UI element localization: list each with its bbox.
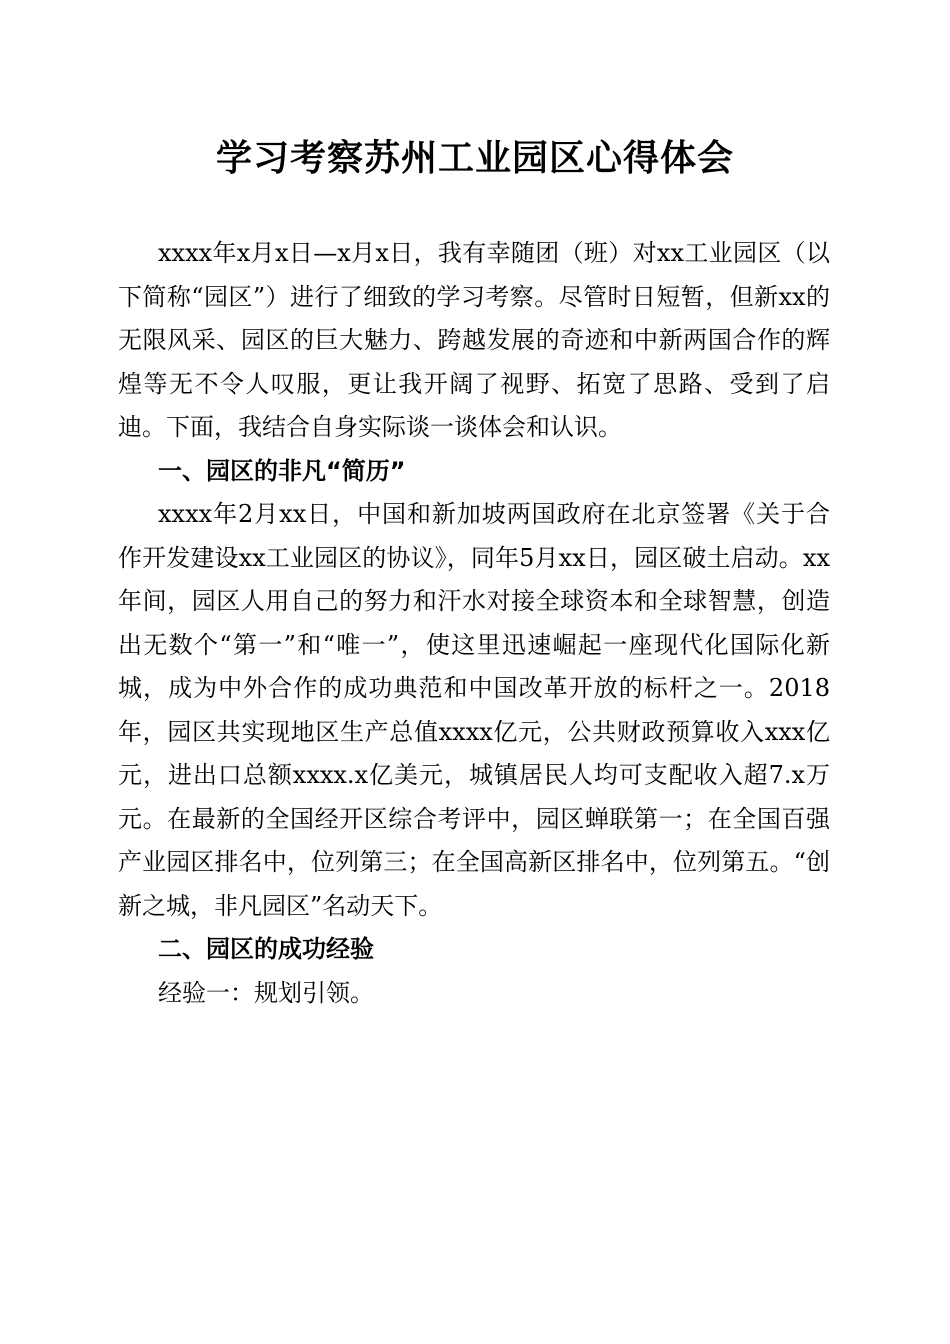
section-heading-resume: 一、园区的非凡“简历” bbox=[158, 456, 406, 485]
document-body bbox=[118, 232, 830, 1015]
intro-paragraph: xxxx年x月x日—x月x日，我有幸随团（班）对xx工业园区（以下简称“园区”）进行了细致的学习考察。尽管时日短暂，但新xx的无限风采、园区的巨大魅力、跨越发展的奇迹和中新两国合作的辉煌等无不令人叹服，更让我开阔了视野、拓宽了思路、受到了启迪。下面，我结合自身实际谈一谈体会和认识。 bbox=[118, 239, 830, 441]
section-heading-experience: 二、园区的成功经验 bbox=[158, 935, 374, 963]
resume-paragraph: xxxx年2月xx日，中国和新加坡两国政府在北京签署《关于合作开发建设xx工业园区的协议》，同年5月xx日，园区破土启动。xx年间，园区人用自己的努力和汗水对接全球资本和全球智慧，创造出无数个“第一”和“唯一”，使这里迅速崛起一座现代化国际化新城，成为中外合作的成功典范和中国改革开放的标杆之一。2018年，园区共实现地区生产总值xxxx亿元，公共财政预算收入xxx亿元，进出口总额xxxx.x亿美元，城镇居民人均可支配收入超7.x万元。在最新的全国经开区综合考评中，园区蝉联第一；在全国百强产业园区排名中，位列第三；在全国高新区排名中，位列第五。“创新之城，非凡园区”名动天下。 bbox=[118, 500, 830, 920]
experience-one-line: 经验一：规划引领。 bbox=[158, 978, 374, 1007]
document-title: 学习考察苏州工业园区心得体会 bbox=[215, 138, 734, 179]
